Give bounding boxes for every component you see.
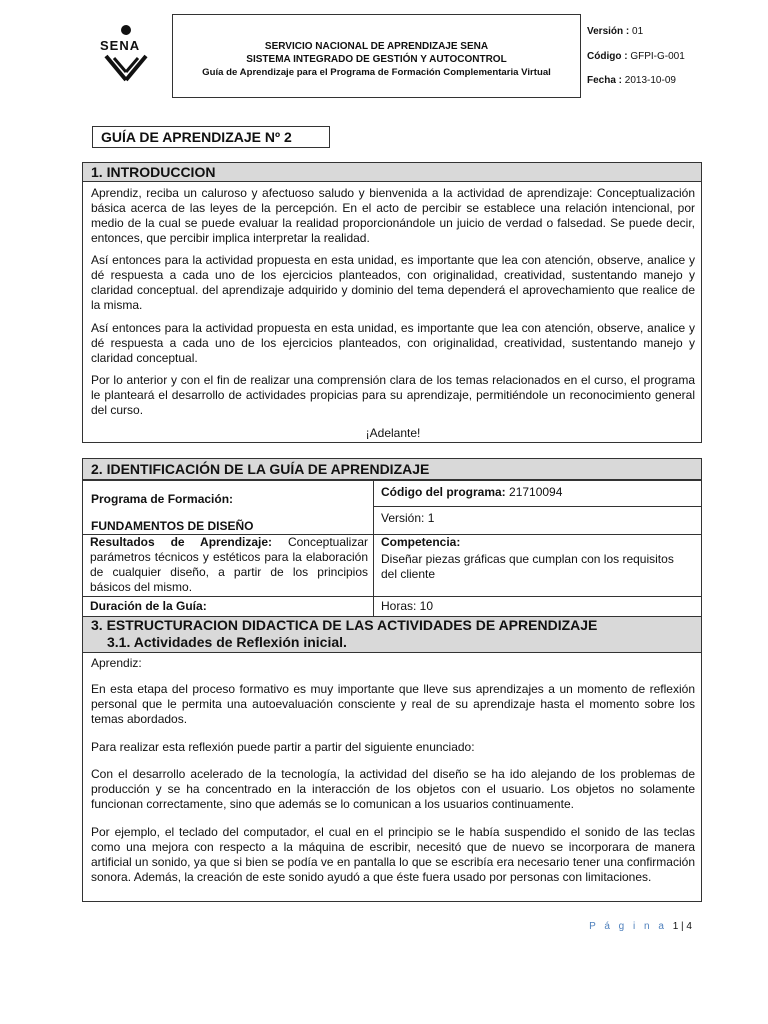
results-cell: [82, 534, 374, 597]
section1-closing: ¡Adelante!: [365, 426, 421, 440]
program-code-label: Código del programa:: [381, 485, 506, 499]
results-label: Resultados de Aprendizaje:: [90, 535, 273, 549]
section3-greeting: Aprendiz:: [91, 656, 142, 670]
program-version-cell: [373, 506, 702, 535]
page-count: 1 | 4: [672, 921, 692, 932]
duration-cell: [82, 596, 374, 617]
header-system: SISTEMA INTEGRADO DE GESTIÓN Y AUTOCONTROL: [246, 54, 507, 65]
program-cell: [82, 480, 374, 535]
program-code-value: 21710094: [509, 485, 563, 499]
section3-paragraph: Por ejemplo, el teclado del computador, el cual en el principio se le había suspendido el sonido de las teclas como una mejora con respecto a la máquina de escribir, necesitó que de nuevo se incorporara de manera artificial un sonido, ya que si bien se podía ve en pantalla lo que se escribía era necesario tener una confirmación sonora. Además, la creación de este sonido ayudó a que éste fuera usado por personas con limitaciones.: [91, 825, 695, 884]
program-label: Programa de Formación:: [91, 492, 234, 506]
code-row: [587, 51, 685, 62]
version-label: Versión :: [587, 26, 630, 37]
competence-cell: [373, 534, 702, 597]
section3-body: [82, 652, 702, 902]
results-text: [90, 535, 368, 595]
date-label: Fecha :: [587, 75, 623, 86]
section3-header: [82, 616, 702, 653]
section2-title: 2. IDENTIFICACIÓN DE LA GUÍA DE APRENDIZAJE: [82, 458, 702, 480]
page-number: [589, 921, 692, 932]
header-guide-type: Guía de Aprendizaje para el Programa de Formación Complementaria Virtual: [202, 67, 551, 78]
date-value: 2013-10-09: [624, 75, 676, 86]
section1-paragraph: Aprendiz, reciba un caluroso y afectuoso saludo y bienvenida a la actividad de aprendizaje: Conceptualización básica acerca de las leyes de la percepción. En el acto de percibir se establece una relación intencional, por medio de la cual se puede evaluar la realidad proporcionándole un juicio de verdad o falsedad. Se puede decir, entonces, que percibir implica interpretar la realidad.: [91, 186, 695, 245]
hours-value: Horas: 10: [381, 599, 434, 613]
version-value: 01: [632, 26, 644, 37]
sena-logo: [92, 24, 160, 84]
code-value: GFPI-G-001: [630, 51, 685, 62]
guide-title: GUÍA DE APRENDIZAJE Nº 2: [92, 126, 330, 148]
section1-paragraph: Así entonces para la actividad propuesta en esta unidad, es importante que lea con atención, observe, analice y dé respuesta a cada uno de los ejercicios planteados, con originalidad, creatividad, sustentando manejo y claridad conceptual. del aprendizaje adquirido y dominio del tema dependerá el aprovechamiento que realice de la misma.: [91, 253, 695, 312]
page-word: P á g i n a: [589, 921, 667, 932]
section3-paragraph: En esta etapa del proceso formativo es muy importante que lleve sus aprendizajes a un momento de reflexión personal que le permita una autoevaluación consciente y real de su aprendizaje hasta el momento sobre los temas abordados.: [91, 682, 695, 726]
results-description: Conceptualizar parámetros técnicos y estéticos para la elaboración de cualquier diseño, a partir de los principios básicos del mismo.: [90, 535, 368, 594]
program-version: Versión: 1: [381, 511, 435, 525]
competence-text: Diseñar piezas gráficas que cumplan con los requisitos del cliente: [381, 552, 674, 581]
sena-logo-text: SENA: [100, 38, 141, 53]
section1-title: 1. INTRODUCCION: [82, 162, 702, 182]
program-code-cell: [373, 480, 702, 507]
section1-body: [82, 181, 702, 443]
header-institution: SERVICIO NACIONAL DE APRENDIZAJE SENA: [264, 41, 489, 52]
version-row: [587, 26, 643, 37]
section3-paragraph: Para realizar esta reflexión puede partir a partir del siguiente enunciado:: [91, 740, 475, 754]
duration-label: Duración de la Guía:: [90, 599, 207, 613]
section3-paragraph: Con el desarrollo acelerado de la tecnología, la actividad del diseño se ha ido alejando de los problemas de producción y se ha concentrado en la interacción de los objetos con el usuario. Los objetos no solamente funcionan correctamente, sino que además se lo comunican a los usuarios continuamente.: [91, 767, 695, 811]
date-row: [587, 75, 676, 86]
sena-logo-icon: [92, 24, 160, 84]
program-name: FUNDAMENTOS DE DISEÑO: [91, 519, 254, 533]
code-label: Código :: [587, 51, 628, 62]
section1-paragraph: Así entonces para la actividad propuesta en esta unidad, es importante que lea con atención, observe, analice y dé respuesta a cada uno de los ejercicios planteados, con originalidad, creatividad, sustentando manejo y claridad conceptual.: [91, 321, 695, 365]
section3-title: 3. ESTRUCTURACION DIDACTICA DE LAS ACTIVIDADES DE APRENDIZAJE: [91, 617, 598, 633]
section3-subtitle: 3.1. Actividades de Reflexión inicial.: [107, 634, 347, 650]
document-header: [172, 14, 581, 98]
competence-label: Competencia:: [381, 535, 461, 549]
hours-cell: [373, 596, 702, 617]
section1-paragraph: Por lo anterior y con el fin de realizar una comprensión clara de los temas relacionados en el curso, el programa le planteará el desarrollo de actividades propicias para su aprendizaje, permitiéndole un reconocimiento general del curso.: [91, 373, 695, 417]
